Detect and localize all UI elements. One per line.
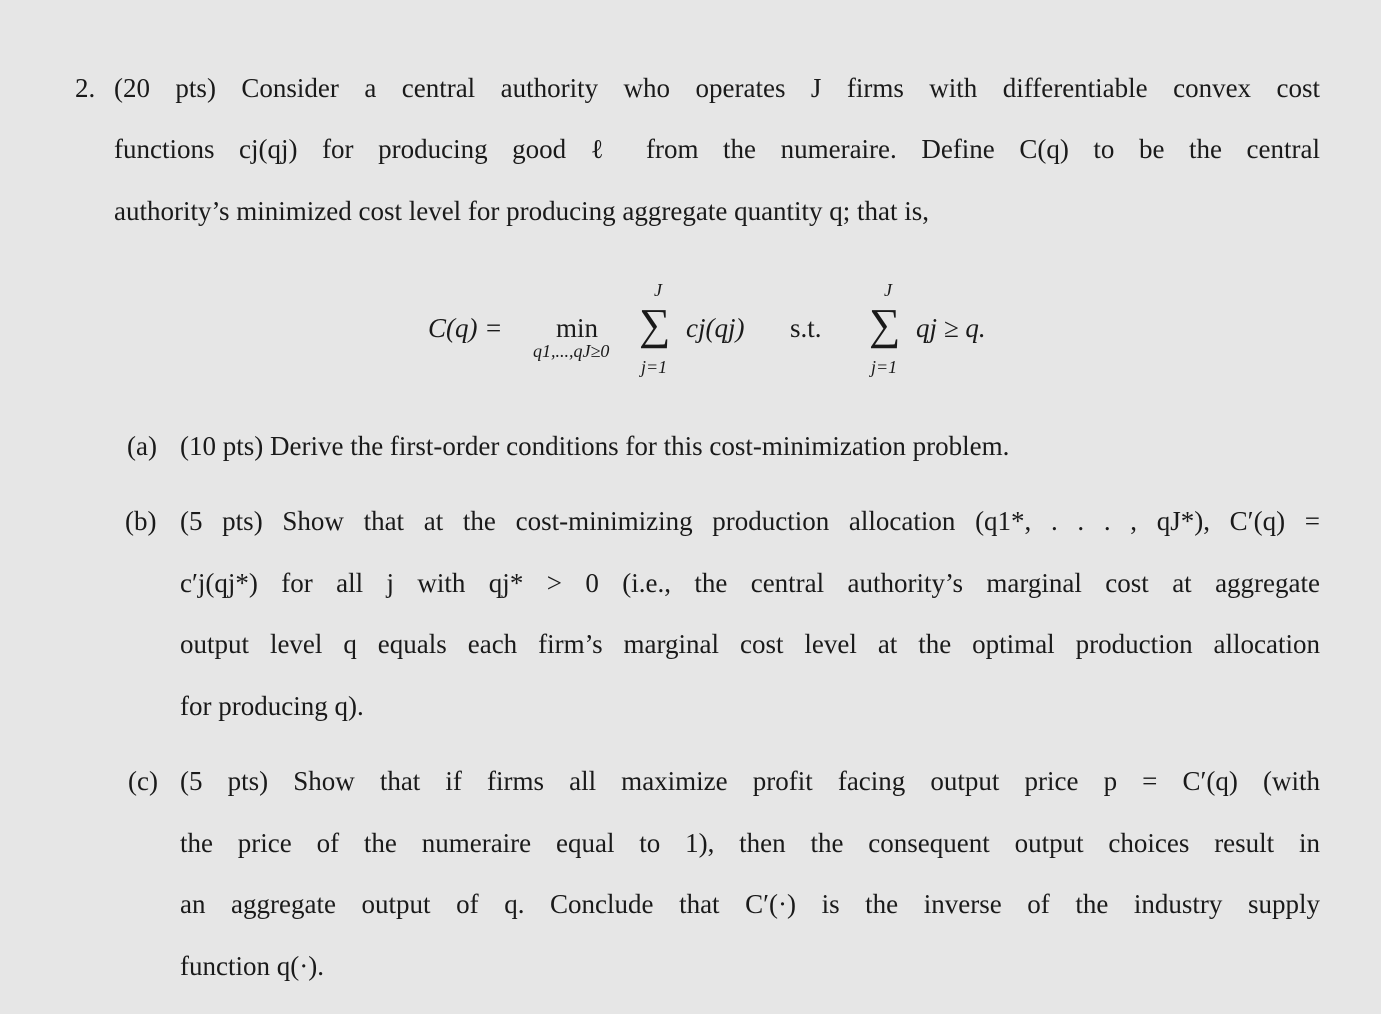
part-a-line-1: (10 pts) Derive the first-order conditions for this cost-minimization problem.: [180, 431, 1010, 461]
part-c-line-2: the price of the numeraire equal to 1), then the consequent output choices result in: [180, 828, 1320, 858]
sum1-upper-limit: J: [654, 280, 662, 300]
problem-line-3: authority’s minimized cost level for producing aggregate quantity q; that is,: [114, 196, 930, 226]
sum2-sigma-icon: ∑: [869, 300, 901, 349]
part-b-line-1: (5 pts) Show that at the cost-minimizing production allocation (q1*, . . . , qJ*), C′(q) =: [180, 506, 1320, 536]
part-b-line-4: for producing q).: [180, 691, 364, 721]
part-c-label: (c): [128, 766, 158, 796]
sum2-term: qj ≥ q.: [916, 313, 986, 343]
part-a-label: (a): [127, 431, 157, 461]
part-c-line-3: an aggregate output of q. Conclude that C′(·) is the inverse of the industry supply: [180, 889, 1320, 919]
part-c-line-1: (5 pts) Show that if firms all maximize profit facing output price p = C′(q) (with: [180, 766, 1320, 796]
part-b-line-2: c′j(qj*) for all j with qj* > 0 (i.e., the central authority’s marginal cost at aggregate: [180, 568, 1320, 598]
sum2-upper-limit: J: [884, 280, 892, 300]
equation-lhs: C(q) =: [428, 313, 503, 343]
problem-line-2: functions cj(qj) for producing good ℓ from the numeraire. Define C(q) to be the central: [114, 134, 1320, 164]
sum1-lower-limit: j=1: [641, 357, 668, 377]
part-c-line-4: function q(·).: [180, 951, 324, 981]
problem-line-1: (20 pts) Consider a central authority who operates J firms with differentiable convex cost: [114, 73, 1320, 103]
equation-min-subscript: q1,...,qJ≥0: [533, 341, 610, 361]
part-b-label: (b): [125, 506, 157, 536]
problem-number: 2.: [75, 73, 96, 103]
cost-minimization-equation: [0, 275, 1381, 385]
sum2-lower-limit: j=1: [871, 357, 898, 377]
equation-min: min: [556, 313, 599, 343]
equation-such-that: s.t.: [790, 313, 822, 343]
part-b-line-3: output level q equals each firm’s marginal cost level at the optimal production allocation: [180, 629, 1320, 659]
sum1-term: cj(qj): [686, 313, 745, 343]
sum1-sigma-icon: ∑: [639, 300, 671, 349]
